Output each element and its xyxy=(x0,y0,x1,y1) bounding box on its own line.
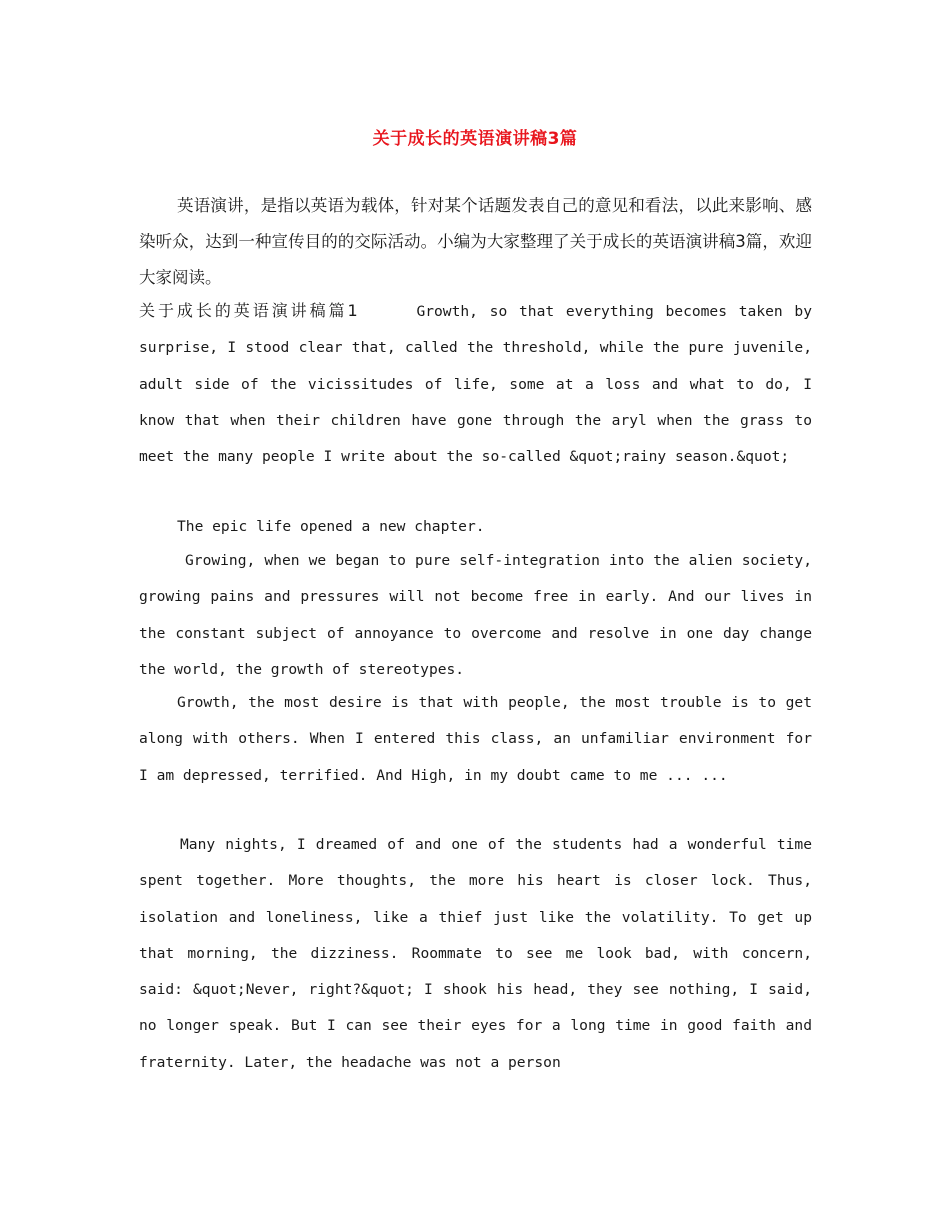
section-paragraph-1 xyxy=(139,293,812,475)
paragraph: Many nights, I dreamed of and one of the students had a wonderful time spent together. More thoughts, the more his heart is closer lock. Thus, isolation and loneliness, like a thief just like the volatility. To get up that morning, the dizziness. Roommate to see me look bad, with concern, said: &quot;Never, right?&quot; I shook his head, they see nothing, I said, no longer speak. But I can see their eyes for a long time in good faith and fraternity. Later, the headache was not a person xyxy=(139,836,812,1071)
paragraph: Growth, the most desire is that with people, the most trouble is to get along with others. When I entered this class, an unfamiliar environment for I am depressed, terrified. And High, in my doubt came to me ... ... xyxy=(139,694,812,784)
section-heading: 关于成长的英语演讲稿篇1 xyxy=(139,301,358,320)
paragraph: Growing, when we began to pure self-integration into the alien society, growing pains and pressures will not become free in early. And our lives in the constant subject of annoyance to overcome and resolve in one day change the world, the growth of stereotypes. xyxy=(139,552,812,678)
document-title: 关于成长的英语演讲稿3篇 xyxy=(372,129,578,149)
paragraph: The epic life opened a new chapter. xyxy=(177,518,485,535)
paragraph-text: Growth, so that everything becomes taken by surprise, I stood clear that, called the threshold, while the pure juvenile, adult side of the vicissitudes of life, some at a loss and what to do, I know that when their children have gone through the aryl when the grass to meet the many people I write about the so-called &quot;rainy season.&quot; xyxy=(139,303,812,466)
intro-paragraph: 英语演讲，是指以英语为载体，针对某个话题发表自己的意见和看法，以此来影响、感染听众，达到一种宣传目的的交际活动。小编为大家整理了关于成长的英语演讲稿3篇，欢迎大家阅读。 xyxy=(139,196,812,287)
